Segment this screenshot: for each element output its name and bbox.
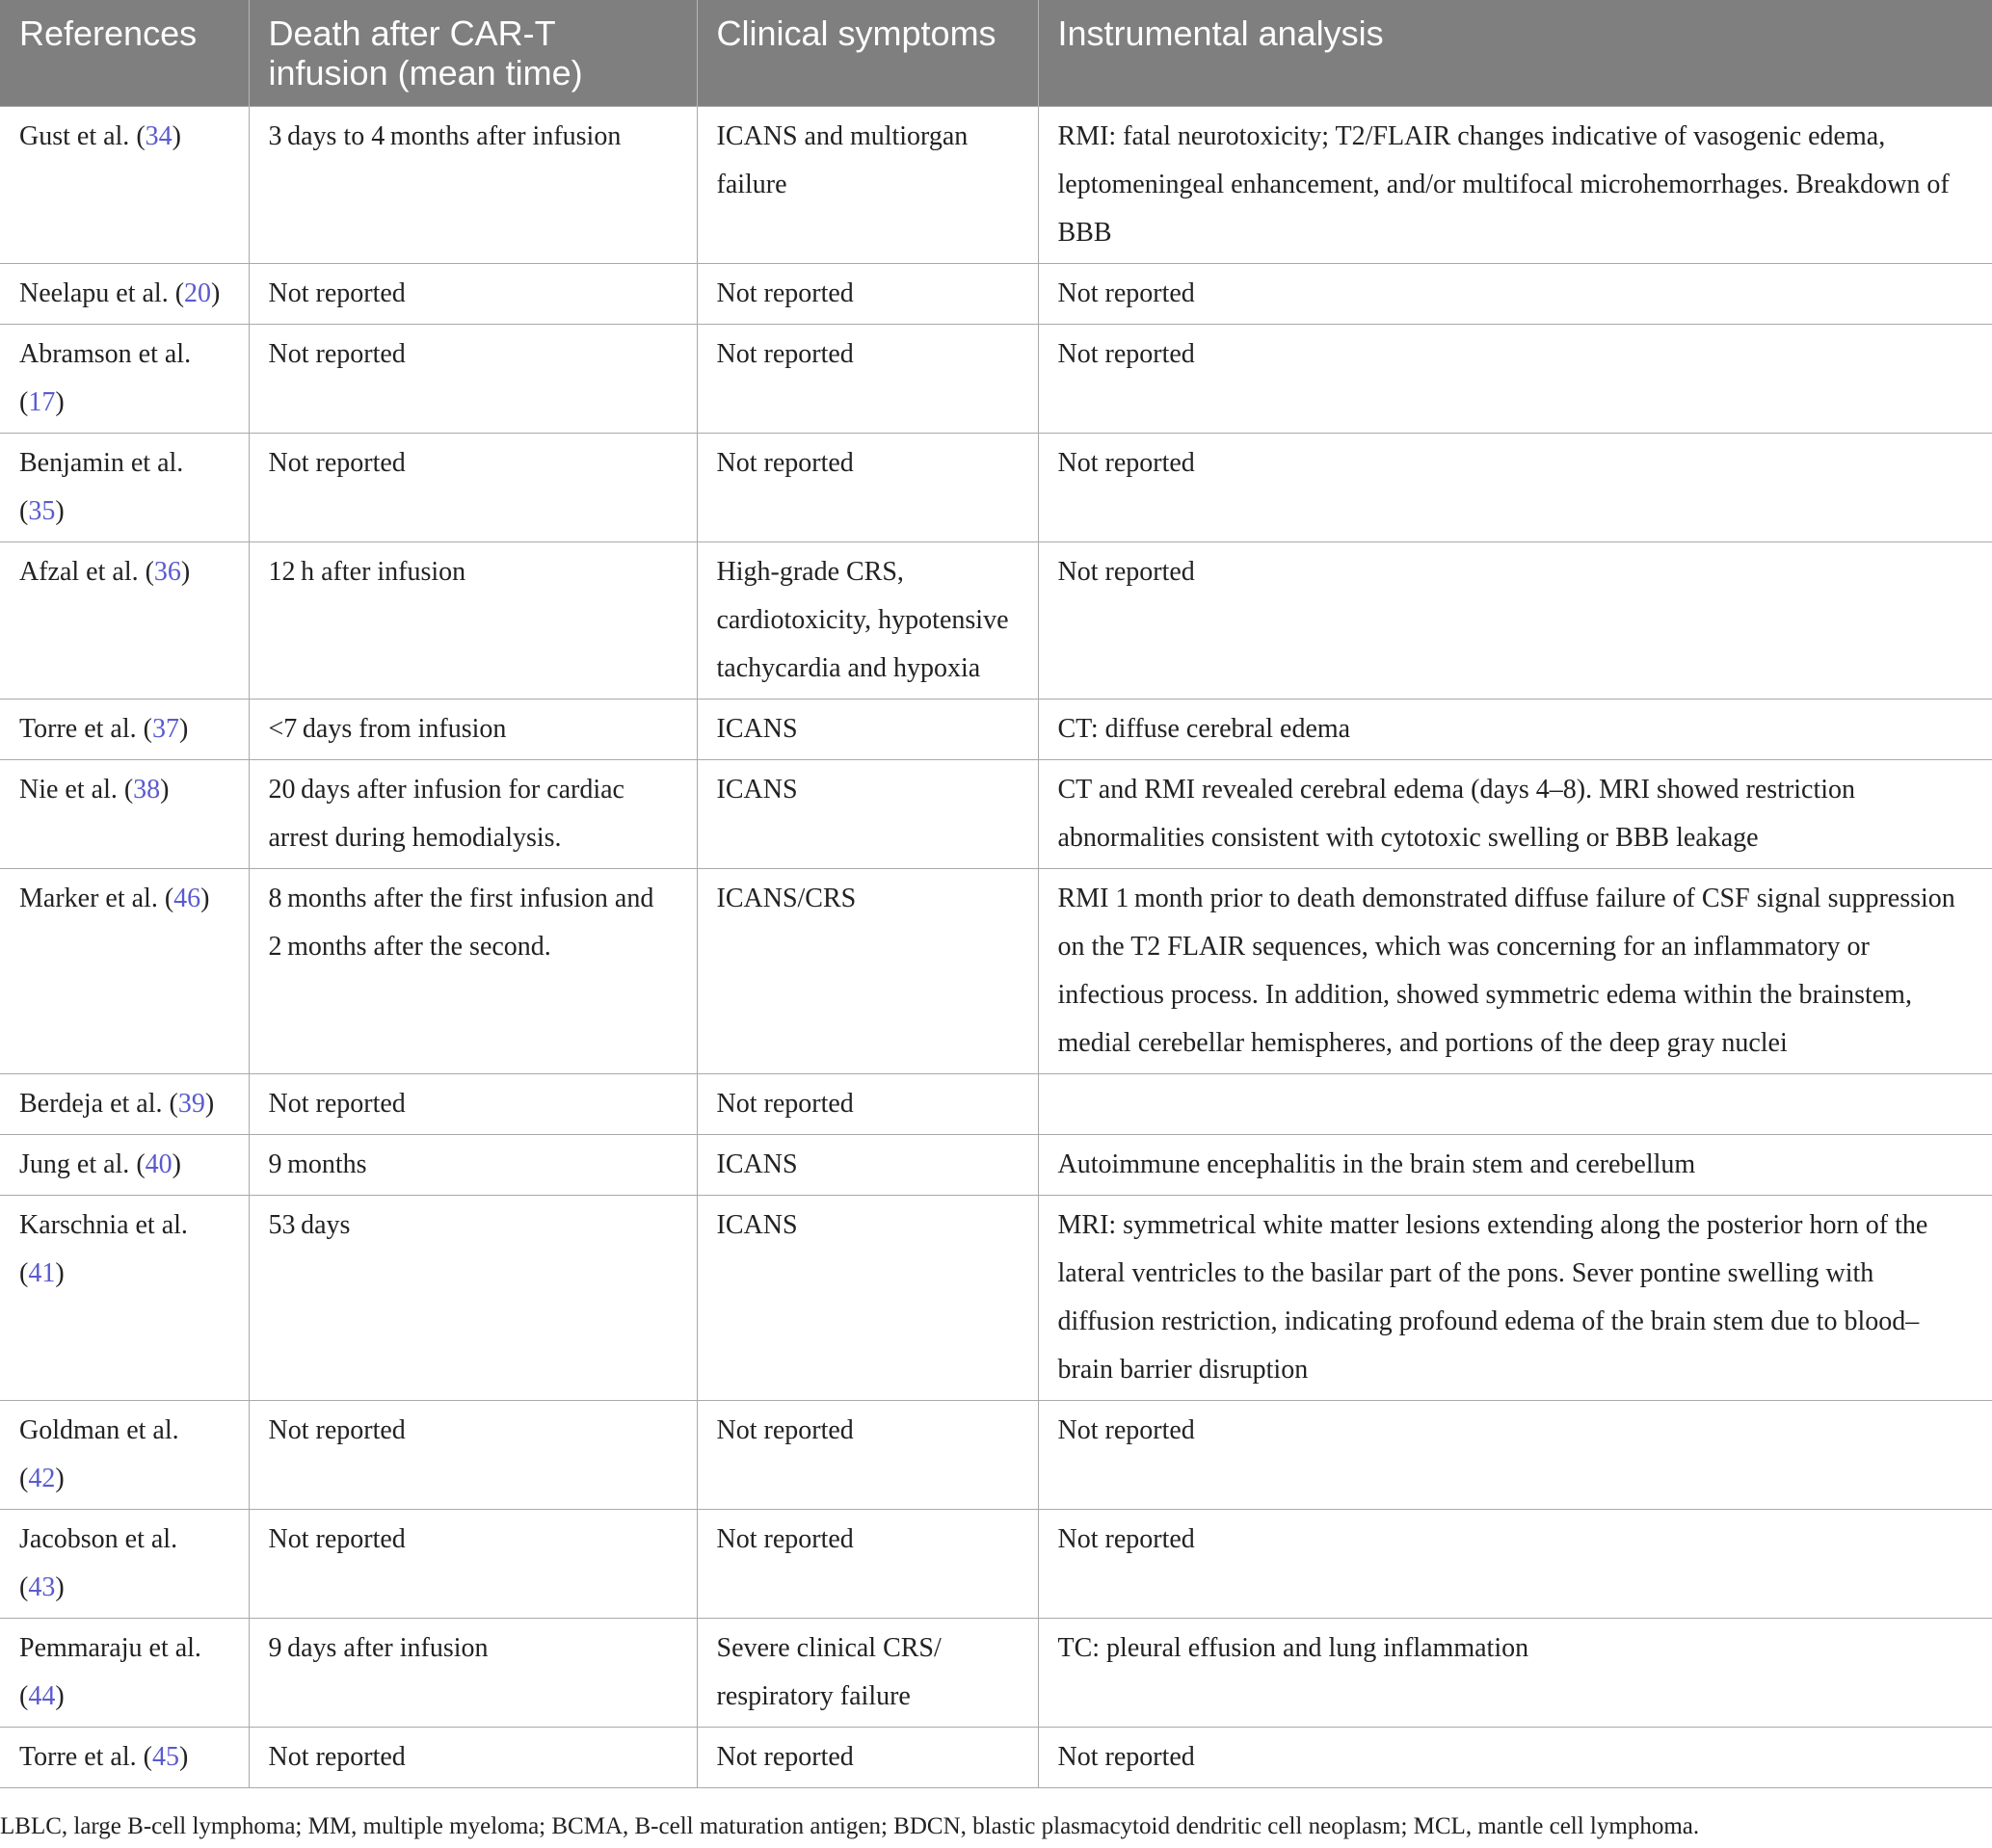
table-row [0,1074,1992,1135]
reference-citation-link[interactable]: 36 [153,557,181,587]
reference-citation-link[interactable]: 40 [145,1149,173,1179]
table-row [0,325,1992,434]
reference-author: Jacobson et al. [19,1524,178,1554]
instrumental-analysis-cell: Not reported [1038,1510,1992,1619]
reference-author: Gust et al. [19,121,130,151]
table-row [0,700,1992,760]
clinical-symptoms-cell: ICANS [697,1196,1038,1401]
reference-cell: Neelapu et al. (20) [0,264,249,325]
table-row [0,1728,1992,1788]
clinical-symptoms-cell: Not reported [697,1074,1038,1135]
clinical-symptoms-cell: Not reported [697,1728,1038,1788]
clinical-symptoms-cell: High-grade CRS, cardiotoxicity, hypotensive tachycardia and hypoxia [697,542,1038,700]
header-references: References [0,0,249,107]
table-header [0,0,1992,107]
reference-author: Berdeja et al. [19,1089,163,1119]
table-row [0,1135,1992,1196]
reference-cell: Jacobson et al. (43) [0,1510,249,1619]
reference-author: Karschnia et al. [19,1210,188,1240]
instrumental-analysis-cell: Not reported [1038,264,1992,325]
reference-cell: Karschnia et al. (41) [0,1196,249,1401]
reference-cell: Marker et al. (46) [0,869,249,1074]
clinical-symptoms-cell: ICANS/CRS [697,869,1038,1074]
reference-cell: Afzal et al. (36) [0,542,249,700]
reference-citation-link[interactable]: 43 [28,1572,56,1602]
reference-author: Afzal et al. [19,557,139,587]
table-footnote: LBLC, large B-cell lymphoma; MM, multiple myeloma; BCMA, B-cell maturation antigen; BDCN, blastic plasmacytoid dendritic cell neoplasm; MCL, mantle cell lymphoma. [0,1813,1700,1839]
reference-author: Nie et al. [19,775,118,805]
header-instrumental-analysis: Instrumental analysis [1038,0,1992,107]
clinical-symptoms-cell: ICANS [697,760,1038,869]
clinical-symptoms-cell: Not reported [697,1510,1038,1619]
reference-citation-link[interactable]: 38 [133,775,161,805]
table-row [0,1196,1992,1401]
reference-citation-link[interactable]: 34 [145,121,173,151]
reference-citation-link[interactable]: 41 [28,1258,56,1288]
table-row [0,760,1992,869]
instrumental-analysis-cell: MRI: symmetrical white matter lesions extending along the posterior horn of the lateral ventricles to the basilar part of the pons. Sever pontine swelling with diffusion restriction, indicating profound edema of the brain stem due to blood–brain barrier disruption [1038,1196,1992,1401]
reference-cell: Torre et al. (37) [0,700,249,760]
death-time-cell: Not reported [249,434,697,542]
reference-citation-link[interactable]: 20 [184,278,212,308]
reference-cell: Pemmaraju et al. (44) [0,1619,249,1728]
death-time-cell: 20 days after infusion for cardiac arrest during hemodialysis. [249,760,697,869]
instrumental-analysis-cell: CT: diffuse cerebral edema [1038,700,1992,760]
death-time-cell: Not reported [249,1074,697,1135]
clinical-symptoms-cell: Not reported [697,264,1038,325]
reference-author: Marker et al. [19,884,158,913]
reference-author: Pemmaraju et al. [19,1633,201,1663]
clinical-symptoms-cell: Not reported [697,325,1038,434]
death-time-cell: <7 days from infusion [249,700,697,760]
death-time-cell: Not reported [249,264,697,325]
instrumental-analysis-cell [1038,1074,1992,1135]
instrumental-analysis-cell: Not reported [1038,434,1992,542]
death-time-cell: Not reported [249,325,697,434]
table-row [0,1401,1992,1510]
death-time-cell: Not reported [249,1401,697,1510]
reference-author: Neelapu et al. [19,278,169,308]
instrumental-analysis-cell: Not reported [1038,542,1992,700]
clinical-symptoms-cell: ICANS and multiorgan failure [697,107,1038,264]
reference-cell: Benjamin et al. (35) [0,434,249,542]
header-clinical-symptoms: Clinical symptoms [697,0,1038,107]
reference-citation-link[interactable]: 35 [28,496,56,526]
table-row [0,1619,1992,1728]
reference-citation-link[interactable]: 37 [151,714,179,744]
reference-author: Torre et al. [19,714,137,744]
header-row [0,0,1992,107]
reference-citation-link[interactable]: 42 [28,1464,56,1493]
clinical-symptoms-cell: ICANS [697,1135,1038,1196]
reference-author: Goldman et al. [19,1415,179,1445]
clinical-symptoms-cell: Severe clinical CRS/ respiratory failure [697,1619,1038,1728]
instrumental-analysis-cell: RMI: fatal neurotoxicity; T2/FLAIR changes indicative of vasogenic edema, leptomeningeal enhancement, and/or multifocal microhemorrhages. Breakdown of BBB [1038,107,1992,264]
reference-cell: Torre et al. (45) [0,1728,249,1788]
reference-citation-link[interactable]: 46 [173,884,201,913]
death-time-cell: 12 h after infusion [249,542,697,700]
reference-cell: Abramson et al. (17) [0,325,249,434]
reference-citation-link[interactable]: 17 [28,387,56,417]
instrumental-analysis-cell: Not reported [1038,325,1992,434]
reference-cell: Nie et al. (38) [0,760,249,869]
death-time-cell: Not reported [249,1510,697,1619]
table-row [0,107,1992,264]
death-time-cell: 9 days after infusion [249,1619,697,1728]
table-row [0,869,1992,1074]
reference-cell: Goldman et al. (42) [0,1401,249,1510]
reference-cell: Berdeja et al. (39) [0,1074,249,1135]
instrumental-analysis-cell: Autoimmune encephalitis in the brain stem and cerebellum [1038,1135,1992,1196]
table-body [0,107,1992,1788]
death-time-cell: Not reported [249,1728,697,1788]
table-row [0,264,1992,325]
reference-citation-link[interactable]: 45 [151,1742,179,1772]
clinical-symptoms-cell: Not reported [697,1401,1038,1510]
instrumental-analysis-cell: CT and RMI revealed cerebral edema (days 4–8). MRI showed restriction abnormalities consistent with cytotoxic swelling or BBB leakage [1038,760,1992,869]
reference-citation-link[interactable]: 44 [28,1681,56,1711]
reference-cell: Gust et al. (34) [0,107,249,264]
reference-author: Jung et al. [19,1149,130,1179]
header-death-time: Death after CAR-T infusion (mean time) [249,0,697,107]
reference-cell: Jung et al. (40) [0,1135,249,1196]
instrumental-analysis-cell: RMI 1 month prior to death demonstrated diffuse failure of CSF signal suppression on the T2 FLAIR sequences, which was concerning for an inflammatory or infectious process. In addition, showed symmetric edema within the brainstem, medial cerebellar hemispheres, and portions of the deep gray nuclei [1038,869,1992,1074]
instrumental-analysis-cell: TC: pleural effusion and lung inflammation [1038,1619,1992,1728]
clinical-symptoms-cell: Not reported [697,434,1038,542]
reference-author: Benjamin et al. [19,448,184,478]
reference-author: Abramson et al. [19,339,192,369]
death-time-cell: 9 months [249,1135,697,1196]
table-row [0,1510,1992,1619]
death-time-cell: 3 days to 4 months after infusion [249,107,697,264]
death-time-cell: 53 days [249,1196,697,1401]
death-time-cell: 8 months after the first infusion and 2 months after the second. [249,869,697,1074]
reference-citation-link[interactable]: 39 [177,1089,205,1119]
table-row [0,542,1992,700]
reference-author: Torre et al. [19,1742,137,1772]
clinical-symptoms-cell: ICANS [697,700,1038,760]
instrumental-analysis-cell: Not reported [1038,1728,1992,1788]
table-row [0,434,1992,542]
instrumental-analysis-cell: Not reported [1038,1401,1992,1510]
